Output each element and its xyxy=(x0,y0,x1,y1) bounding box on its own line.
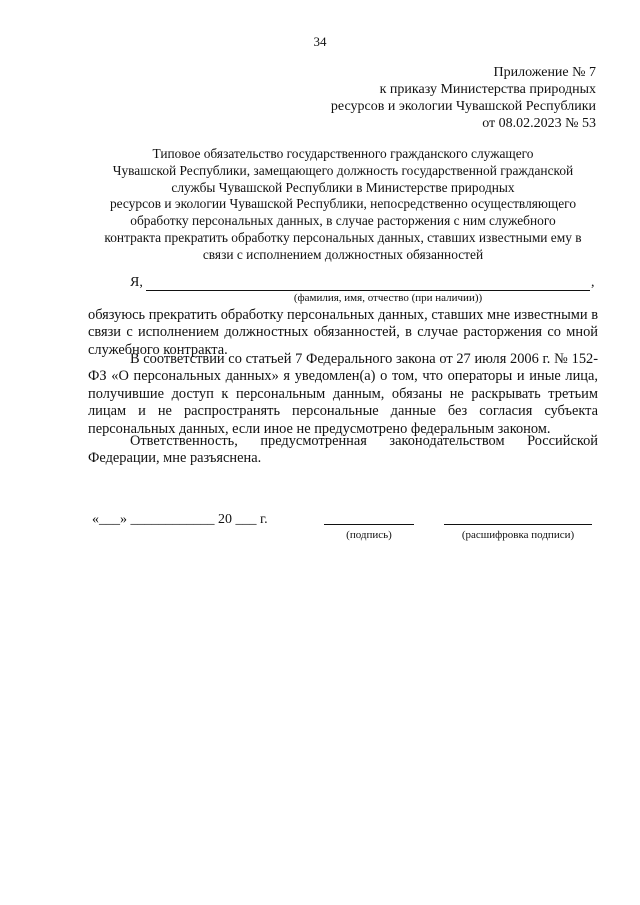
title-line: контракта прекратить обработку персональных данных, ставших известными ему в xyxy=(104,229,582,245)
title-line: Чувашской Республики, замещающего должность государственной гражданской xyxy=(112,162,574,178)
title-line: связи с исполнением должностных обязанностей xyxy=(202,246,484,262)
appendix-line: ресурсов и экологии Чувашской Республики xyxy=(330,99,596,114)
notification-paragraph: В соответствии со статьей 7 Федерального закона от 27 июля 2006 г. № 152-ФЗ «О персональных данных» я уведомлен(а) о том, что операторы и иные лица, получившие доступ к персональным данным, обязаны не раскрывать третьим лицам и не распространять персональные данные без согласия субъекта персональных данных, если иное не предусмотрено федеральным законом. xyxy=(88,351,598,437)
signature-blank-line xyxy=(324,524,414,525)
title-line: ресурсов и экологии Чувашской Республики, непосредственно осуществляющего xyxy=(109,196,577,212)
appendix-line: к приказу Министерства природных xyxy=(379,82,596,97)
signature-caption: (подпись) xyxy=(346,529,392,541)
document-title xyxy=(88,146,598,264)
date-line: «___» ____________ 20 ___ г. xyxy=(92,512,268,527)
title-line: обработку персональных данных, в случае расторжения с ним служебного xyxy=(130,213,556,229)
page-number: 34 xyxy=(313,34,327,49)
fio-suffix: , xyxy=(591,275,595,290)
fio-blank-line xyxy=(146,290,590,291)
title-line: службы Чувашской Республики в Министерстве природных xyxy=(171,179,515,195)
signature-decode-caption: (расшифровка подписи) xyxy=(461,529,575,541)
responsibility-paragraph: Ответственность, предусмотренная законодательством Российской Федерации, мне разъяснена. xyxy=(88,433,598,467)
appendix-line: от 08.02.2023 № 53 xyxy=(482,116,596,131)
obligation-paragraph: обязуюсь прекратить обработку персональных данных, ставших мне известными в связи с исполнением должностных обязанностей, в случае расторжения со мной служебного контракта. xyxy=(88,307,598,358)
appendix-line: Приложение № 7 xyxy=(493,65,596,80)
appendix-reference xyxy=(331,64,596,132)
fio-caption: (фамилия, имя, отчество (при наличии)) xyxy=(293,292,483,304)
title-line: Типовое обязательство государственного гражданского служащего xyxy=(152,146,534,161)
signature-decode-blank-line xyxy=(444,524,592,525)
fio-prefix: Я, xyxy=(130,275,143,290)
